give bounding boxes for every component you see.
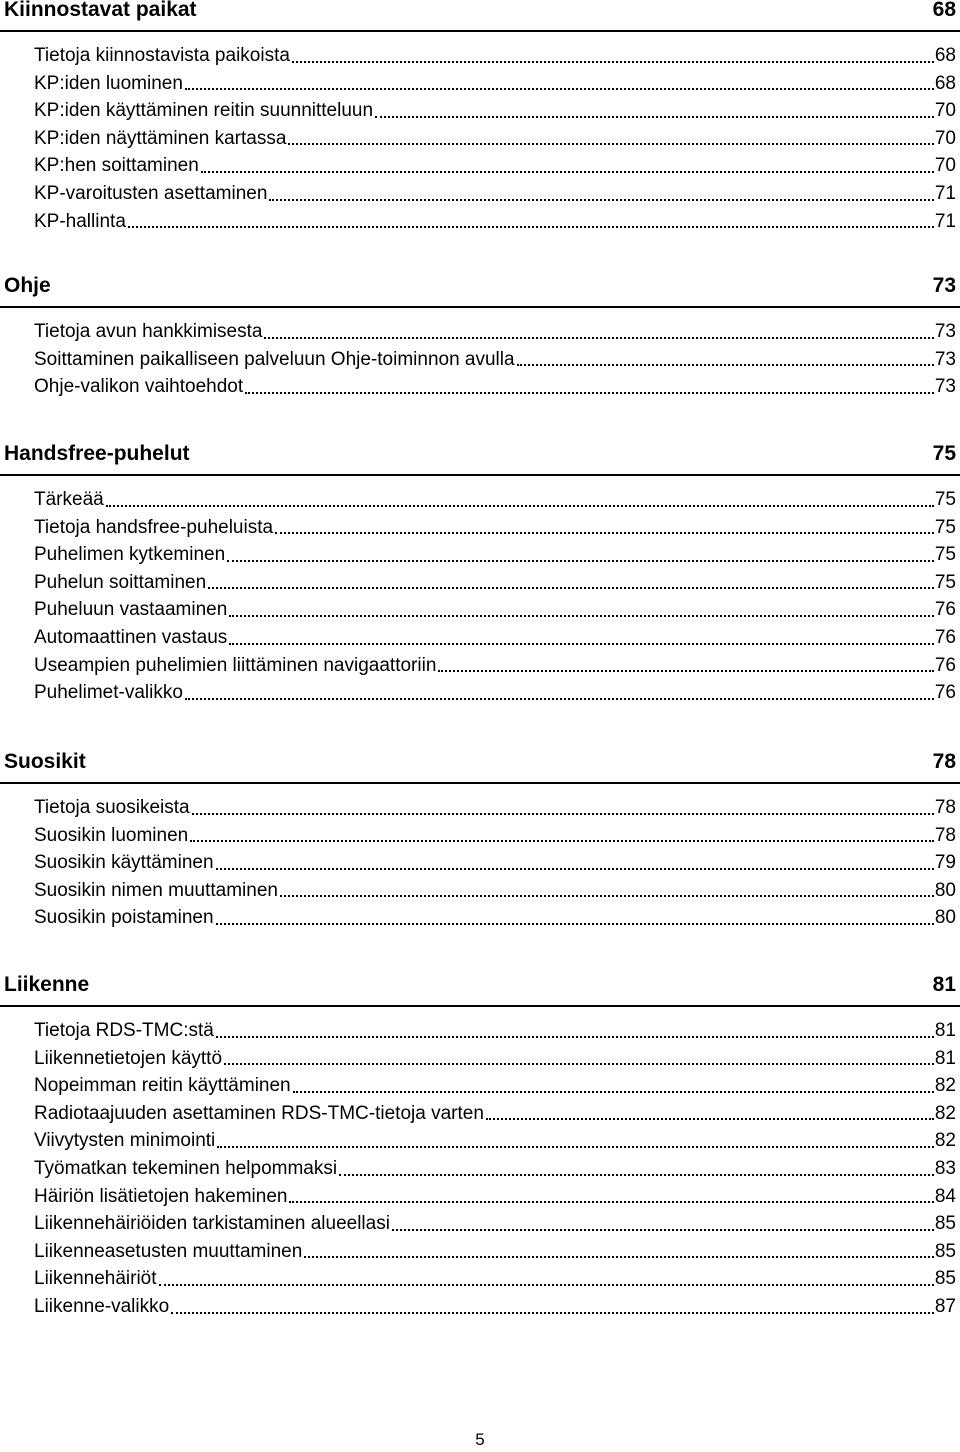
entry-page: 81 xyxy=(934,1047,956,1069)
dot-leader xyxy=(392,1229,934,1231)
dot-leader xyxy=(227,560,934,562)
toc-entry[interactable] xyxy=(34,652,956,680)
toc-entry[interactable] xyxy=(34,1210,956,1238)
entry-page: 71 xyxy=(934,182,956,204)
entry-page: 84 xyxy=(934,1185,956,1207)
section-title: Kiinnostavat paikat xyxy=(4,0,197,21)
entry-page: 80 xyxy=(934,907,956,929)
dot-leader xyxy=(245,392,934,394)
entry-label: Työmatkan tekeminen helpommaksi xyxy=(34,1157,338,1179)
entry-label: Puhelun soittaminen xyxy=(34,571,207,593)
entry-label: Radiotaajuuden asettaminen RDS-TMC-tietoja varten xyxy=(34,1102,484,1124)
entry-page: 71 xyxy=(934,210,956,232)
entry-list xyxy=(0,794,960,932)
entry-list xyxy=(0,486,960,707)
entry-list xyxy=(0,318,960,401)
entry-label: KP-hallinta xyxy=(34,210,126,232)
entry-label: Suosikin poistaminen xyxy=(34,907,214,929)
entry-page: 85 xyxy=(934,1268,956,1290)
section-title: Handsfree-puhelut xyxy=(4,442,190,465)
section-heading xyxy=(0,975,960,1007)
toc-entry[interactable] xyxy=(34,1238,956,1266)
section-page: 68 xyxy=(932,0,956,21)
dot-leader xyxy=(304,1256,934,1258)
dot-leader xyxy=(292,61,934,63)
entry-label: Tärkeää xyxy=(34,489,104,510)
entry-label: Suosikin luominen xyxy=(34,824,189,846)
entry-page: 76 xyxy=(934,626,956,648)
entry-page: 83 xyxy=(934,1157,956,1179)
entry-label: Tietoja suosikeista xyxy=(34,797,190,818)
dot-leader xyxy=(217,1146,934,1148)
dot-leader xyxy=(486,1118,934,1120)
dot-leader xyxy=(106,505,934,507)
entry-label: Viivytysten minimointi xyxy=(34,1130,216,1152)
section-heading xyxy=(0,0,960,32)
toc-entry[interactable] xyxy=(34,152,956,180)
dot-leader xyxy=(438,670,933,672)
toc-entry[interactable] xyxy=(34,318,956,346)
entry-label: KP:iden näyttäminen kartassa xyxy=(34,127,287,149)
entry-label: Tietoja avun hankkimisesta xyxy=(34,321,263,342)
toc-entry[interactable] xyxy=(34,1265,956,1293)
section-heading xyxy=(0,444,960,476)
toc-entry[interactable] xyxy=(34,1183,956,1211)
entry-list xyxy=(0,1017,960,1321)
dot-leader xyxy=(264,337,933,339)
entry-label: Liikenneasetusten muuttaminen xyxy=(34,1240,303,1262)
toc-entry[interactable] xyxy=(34,849,956,877)
dot-leader xyxy=(224,1063,934,1065)
entry-page: 75 xyxy=(934,544,956,566)
toc-entry[interactable] xyxy=(34,1072,956,1100)
toc-section xyxy=(0,975,960,1321)
entry-page: 73 xyxy=(934,348,956,370)
dot-leader xyxy=(171,1312,934,1314)
toc-entry[interactable] xyxy=(34,1127,956,1155)
entry-label: Suosikin käyttäminen xyxy=(34,852,214,874)
toc-entry[interactable] xyxy=(34,679,956,707)
dot-leader xyxy=(289,1201,933,1203)
entry-page: 70 xyxy=(934,100,956,122)
entry-label: Useampien puhelimien liittäminen navigaattoriin xyxy=(34,654,437,676)
section-heading xyxy=(0,752,960,784)
entry-page: 85 xyxy=(934,1240,956,1262)
page-number: 5 xyxy=(475,1430,485,1449)
dot-leader xyxy=(216,868,934,870)
section-page: 78 xyxy=(932,750,956,773)
dot-leader xyxy=(192,813,934,815)
entry-page: 70 xyxy=(934,155,956,177)
entry-label: KP:iden käyttäminen reitin suunnitteluun xyxy=(34,100,374,122)
entry-page: 76 xyxy=(934,599,956,621)
entry-label: Ohje-valikon vaihtoehdot xyxy=(34,376,244,398)
section-heading xyxy=(0,276,960,308)
entry-label: Liikenne-valikko xyxy=(34,1295,170,1317)
toc-entry[interactable] xyxy=(34,97,956,125)
toc-entry[interactable] xyxy=(34,1045,956,1073)
dot-leader xyxy=(293,1091,934,1093)
entry-label: Tietoja handsfree-puheluista xyxy=(34,516,274,538)
toc-entry[interactable] xyxy=(34,486,956,514)
entry-page: 78 xyxy=(934,824,956,846)
entry-label: Suosikin nimen muuttaminen xyxy=(34,879,278,901)
entry-list xyxy=(0,42,960,235)
section-title: Ohje xyxy=(4,274,51,297)
toc-entry[interactable] xyxy=(34,514,956,542)
entry-label: Liikennehäiriöt xyxy=(34,1268,157,1290)
entry-page: 75 xyxy=(934,489,956,510)
entry-label: KP-varoitusten asettaminen xyxy=(34,182,268,204)
entry-label: Liikennehäiriöiden tarkistaminen alueellasi xyxy=(34,1213,390,1235)
entry-label: Tietoja RDS-TMC:stä xyxy=(34,1020,214,1041)
entry-label: Häiriön lisätietojen hakeminen xyxy=(34,1185,288,1207)
toc-entry[interactable] xyxy=(34,208,956,236)
toc-entry[interactable] xyxy=(34,794,956,822)
entry-page: 76 xyxy=(934,654,956,676)
toc-entry[interactable] xyxy=(34,346,956,374)
dot-leader xyxy=(190,840,934,842)
entry-label: Soittaminen paikalliseen palveluun Ohje-toiminnon avulla xyxy=(34,348,515,370)
dot-leader xyxy=(517,364,934,366)
entry-page: 78 xyxy=(934,797,956,818)
dot-leader xyxy=(375,116,934,118)
dot-leader xyxy=(185,88,934,90)
toc-entry[interactable] xyxy=(34,541,956,569)
entry-page: 73 xyxy=(934,376,956,398)
section-page: 73 xyxy=(932,274,956,297)
dot-leader xyxy=(269,199,933,201)
entry-page: 87 xyxy=(934,1295,956,1317)
entry-label: Tietoja kiinnostavista paikoista xyxy=(34,45,290,66)
dot-leader xyxy=(201,171,934,173)
entry-page: 82 xyxy=(934,1102,956,1124)
dot-leader xyxy=(288,143,933,145)
entry-page: 73 xyxy=(934,321,956,342)
entry-page: 81 xyxy=(934,1020,956,1041)
dot-leader xyxy=(229,615,934,617)
dot-leader xyxy=(208,587,934,589)
toc-entry[interactable] xyxy=(34,1293,956,1321)
toc-section xyxy=(0,752,960,932)
dot-leader xyxy=(128,226,934,228)
entry-page: 75 xyxy=(934,516,956,538)
entry-page: 82 xyxy=(934,1075,956,1097)
dot-leader xyxy=(216,923,934,925)
toc-entry[interactable] xyxy=(34,180,956,208)
entry-label: Puhelimet-valikko xyxy=(34,682,183,704)
entry-page: 68 xyxy=(934,72,956,94)
entry-label: KP:iden luominen xyxy=(34,72,183,94)
dot-leader xyxy=(229,643,934,645)
entry-page: 68 xyxy=(934,45,956,66)
entry-label: KP:hen soittaminen xyxy=(34,155,199,177)
toc-entry[interactable] xyxy=(34,569,956,597)
entry-label: Puhelimen kytkeminen xyxy=(34,544,226,566)
dot-leader xyxy=(275,532,934,534)
section-page: 81 xyxy=(932,973,956,996)
entry-page: 76 xyxy=(934,682,956,704)
entry-page: 70 xyxy=(934,127,956,149)
entry-label: Automaattinen vastaus xyxy=(34,626,228,648)
toc-entry[interactable] xyxy=(34,822,956,850)
entry-page: 82 xyxy=(934,1130,956,1152)
dot-leader xyxy=(216,1036,934,1038)
toc-section xyxy=(0,444,960,707)
section-title: Suosikit xyxy=(4,750,86,773)
toc-entry[interactable] xyxy=(34,42,956,70)
toc-entry[interactable] xyxy=(34,125,956,153)
toc-entry[interactable] xyxy=(34,1017,956,1045)
toc-entry[interactable] xyxy=(34,596,956,624)
entry-label: Nopeimman reitin käyttäminen xyxy=(34,1075,291,1097)
entry-label: Liikennetietojen käyttö xyxy=(34,1047,223,1069)
dot-leader xyxy=(339,1174,934,1176)
dot-leader xyxy=(159,1284,934,1286)
section-title: Liikenne xyxy=(4,973,90,996)
toc-section xyxy=(0,0,960,235)
toc-entry[interactable] xyxy=(34,70,956,98)
entry-label: Puheluun vastaaminen xyxy=(34,599,228,621)
entry-page: 75 xyxy=(934,571,956,593)
toc-section xyxy=(0,276,960,401)
dot-leader xyxy=(280,895,934,897)
toc-entry[interactable] xyxy=(34,373,956,401)
toc-entry[interactable] xyxy=(34,877,956,905)
toc-entry[interactable] xyxy=(34,1155,956,1183)
toc-entry[interactable] xyxy=(34,1100,956,1128)
entry-page: 80 xyxy=(934,879,956,901)
section-page: 75 xyxy=(932,442,956,465)
entry-page: 85 xyxy=(934,1213,956,1235)
toc-entry[interactable] xyxy=(34,624,956,652)
entry-page: 79 xyxy=(934,852,956,874)
toc-entry[interactable] xyxy=(34,904,956,932)
dot-leader xyxy=(185,698,934,700)
